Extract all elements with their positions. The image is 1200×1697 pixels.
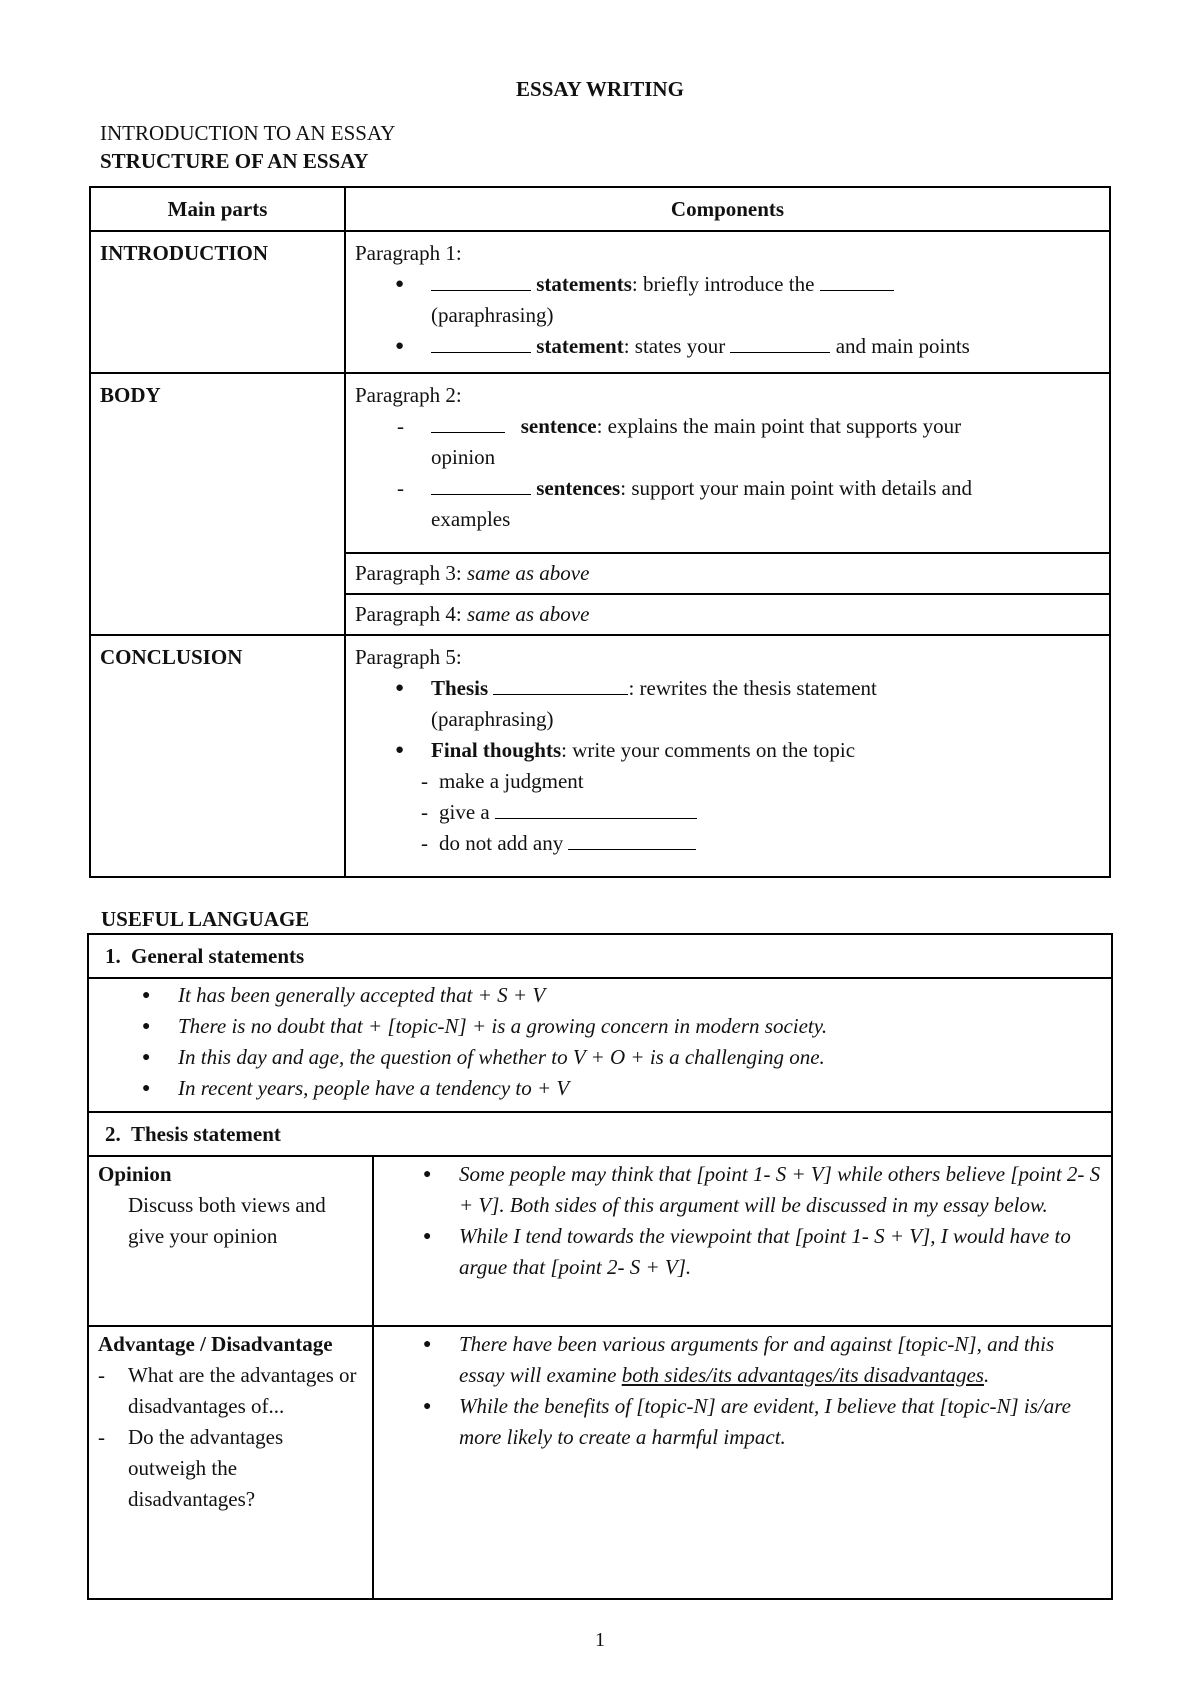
paragraph-label: Paragraph 5:: [355, 645, 462, 669]
fill-blank[interactable]: [431, 412, 505, 433]
part-body: BODY: [100, 383, 161, 407]
page-number: 1: [595, 1629, 605, 1651]
section-general-header: 1. General statements: [88, 934, 1112, 978]
opinion-description: Discuss both views and give your opinion: [128, 1193, 326, 1248]
body-row: [90, 373, 1110, 553]
opinion-examples: [383, 1159, 1102, 1283]
conclusion-list: [355, 673, 1100, 766]
body-list: [355, 411, 1100, 535]
useful-language-heading: USEFUL LANGUAGE: [101, 907, 310, 931]
col-components: Components: [345, 187, 1110, 231]
advantage-row: [88, 1326, 1112, 1599]
list-item: ● There is no doubt that + [topic-N] + is a growing concern in modern society.: [142, 1011, 1102, 1042]
introduction-components: [345, 231, 1110, 373]
structure-table: [89, 186, 1111, 878]
col-main-parts: Main parts: [90, 187, 345, 231]
list-item: ● Some people may think that [point 1- S + V] while others believe [point 2- S + V]. Both sides of this argument will be discussed in my essay below.: [423, 1159, 1102, 1221]
list-item: ● While the benefits of [topic-N] are evident, I believe that [topic-N] is/are more likely to create a harmful impact.: [423, 1391, 1102, 1453]
list-item: ● While I tend towards the viewpoint that [point 1- S + V], I would have to argue that [point 2- S + V].: [423, 1221, 1102, 1283]
part-introduction: INTRODUCTION: [100, 241, 269, 265]
list-item: ● In this day and age, the question of whether to V + O + is a challenging one.: [142, 1042, 1102, 1073]
paragraph-label: Paragraph 2:: [355, 383, 462, 407]
paragraph-4: Paragraph 4: same as above: [345, 594, 1110, 635]
fill-blank[interactable]: [495, 798, 697, 819]
list-item: ● Thesis : rewrites the thesis statement (paraphrasing): [395, 673, 1100, 735]
introduction-row: [90, 231, 1110, 373]
general-statements-list: [98, 980, 1102, 1104]
fill-blank[interactable]: [568, 829, 696, 850]
list-item: ● It has been generally accepted that + S + V: [142, 980, 1102, 1011]
paragraph-3: Paragraph 3: same as above: [345, 553, 1110, 594]
intro-heading: INTRODUCTION TO AN ESSAY: [100, 121, 396, 145]
advantage-examples: [383, 1329, 1102, 1453]
list-item: - make a judgment: [421, 766, 1100, 797]
structure-heading: STRUCTURE OF AN ESSAY: [100, 149, 369, 173]
list-item: - sentences: support your main point with details and examples: [395, 473, 1100, 535]
fill-blank[interactable]: [431, 474, 531, 495]
opinion-heading: Opinion: [98, 1162, 172, 1186]
conclusion-row: [90, 635, 1110, 877]
list-item: - give a: [421, 797, 1100, 828]
section-thesis-header: 2. Thesis statement: [88, 1112, 1112, 1156]
advantage-questions: [98, 1360, 363, 1515]
opinion-row: [88, 1156, 1112, 1326]
fill-blank[interactable]: [730, 332, 830, 353]
useful-language-table: [87, 933, 1113, 1600]
part-conclusion: CONCLUSION: [100, 645, 243, 669]
list-item: - What are the advantages or disadvantages of...: [98, 1360, 363, 1422]
fill-blank[interactable]: [820, 270, 894, 291]
structure-header-row: [90, 187, 1110, 231]
list-item: - do not add any: [421, 828, 1100, 859]
list-item: ● Final thoughts: write your comments on the topic: [395, 735, 1100, 766]
body-components: [345, 373, 1110, 553]
section-title: General statements: [131, 943, 305, 968]
list-item: - sentence: explains the main point that supports your opinion: [395, 411, 1100, 473]
conclusion-components: [345, 635, 1110, 877]
introduction-list: [355, 269, 1100, 362]
section-title: Thesis statement: [131, 1121, 281, 1146]
list-item: - Do the advantages outweigh the disadvantages?: [98, 1422, 363, 1515]
paragraph-label: Paragraph 1:: [355, 241, 462, 265]
page-title: ESSAY WRITING: [516, 77, 684, 101]
fill-blank[interactable]: [493, 674, 628, 695]
list-item: ● statement: states your and main points: [395, 331, 1100, 362]
general-statements-row: [88, 978, 1112, 1112]
list-item: ● There have been various arguments for and against [topic-N], and this essay will examine both sides/its advantages/its disadvantages.: [423, 1329, 1102, 1391]
advantage-heading: Advantage / Disadvantage: [98, 1332, 333, 1356]
fill-blank[interactable]: [431, 270, 531, 291]
list-item: ● In recent years, people have a tendency to + V: [142, 1073, 1102, 1104]
fill-blank[interactable]: [431, 332, 531, 353]
list-item: ● statements: briefly introduce the (paraphrasing): [395, 269, 1100, 331]
final-thoughts-sublist: [355, 766, 1100, 859]
